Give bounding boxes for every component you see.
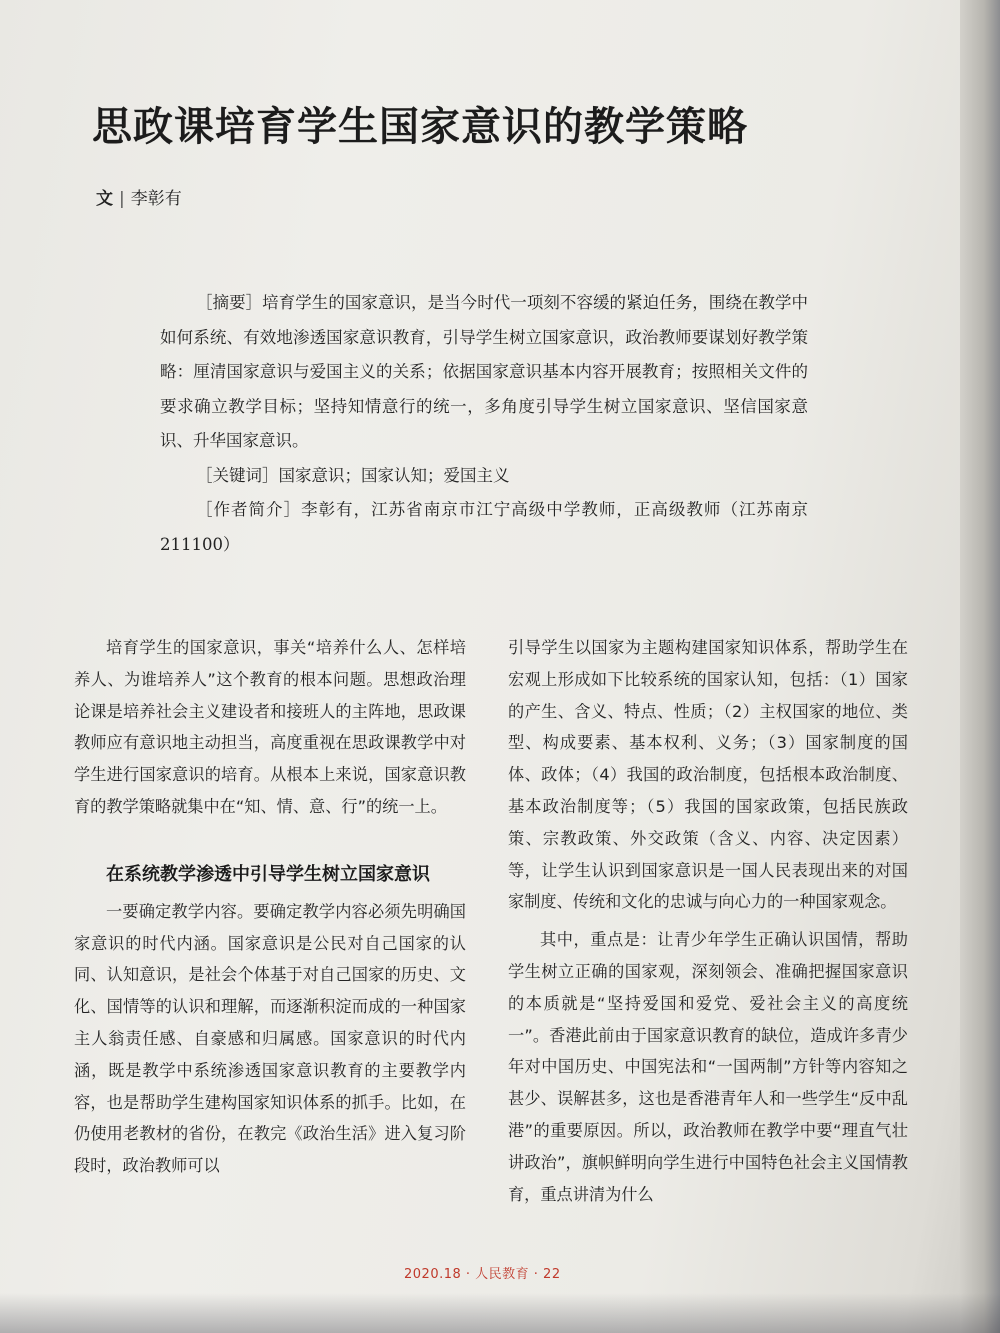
left-paragraph-2: 一要确定教学内容。要确定教学内容必须先明确国家意识的时代内涵。国家意识是公民对自己国家的认同、认知意识，是社会个体基于对自己国家的历史、文化、国情等的认识和理解，而逐渐积淀而成的一种国家主人翁责任感、自豪感和归属感。国家意识的时代内涵，既是教学中系统渗透国家意识教育的主要教学内容，也是帮助学生建构国家知识体系的抓手。比如，在仍使用老教材的省份，在教完《政治生活》进入复习阶段时，政治教师可以 <box>74 901 466 1176</box>
right-paragraph-1: 引导学生以国家为主题构建国家知识体系，帮助学生在宏观上形成如下比较系统的国家认知，包括：（1）国家的产生、含义、特点、性质；（2）主权国家的地位、类型、构成要素、基本权利、义务；（3）国家制度的国体、政体；（4）我国的政治制度，包括根本政治制度、基本政治制度等；（5）我国的国家政策，包括民族政策、宗教政策、外交政策（含义、内容、决定因素）等，让学生认识到国家意识是一国人民表现出来的对国家制度、传统和文化的忠诚与向心力的一种国家观念。 <box>508 638 908 912</box>
author-bio <box>160 493 808 562</box>
keywords-text: 国家意识；国家认知；爱国主义 <box>278 465 510 485</box>
abstract-summary <box>160 286 808 459</box>
bottom-shadow <box>0 1293 1000 1333</box>
byline <box>96 184 182 209</box>
left-column <box>74 632 466 1182</box>
page-footer: 2020.18 · 人民教育 · 22 <box>404 1267 561 1282</box>
author-name: 李彰有 <box>130 189 182 209</box>
right-column <box>508 632 908 1210</box>
abstract-block <box>160 286 808 562</box>
abstract-text: 培育学生的国家意识，是当今时代一项刻不容缓的紧迫任务，围绕在教学中如何系统、有效地渗透国家意识教育，引导学生树立国家意识，政治教师要谋划好教学策略：厘清国家意识与爱国主义的关系；依据国家意识基本内容开展教育；按照相关文件的要求确立教学目标；坚持知情意行的统一，多角度引导学生树立国家意识、坚信国家意识、升华国家意识。 <box>160 293 809 450</box>
author-bio-text: 李彰有，江苏省南京市江宁高级中学教师，正高级教师（江苏南京 211100） <box>160 500 809 554</box>
right-paragraph-2: 其中，重点是：让青少年学生正确认识国情，帮助学生树立正确的国家观，深刻领会、准确把握国家意识的本质就是“坚持爱国和爱党、爱社会主义的高度统一”。香港此前由于国家意识教育的缺位，造成许多青少年对中国历史、中国宪法和“一国两制”方针等内容知之甚少、误解甚多，这也是香港青年人和一些学生“反中乱港”的重要原因。所以，政治教师在教学中要“理直气壮讲政治”，旗帜鲜明向学生进行中国特色社会主义国情教育，重点讲清为什么 <box>508 930 908 1204</box>
page-edge <box>960 0 1000 1333</box>
keywords-tag: ［关键词］ <box>196 465 279 485</box>
byline-label: 文 <box>96 189 113 209</box>
keywords-line <box>160 459 808 494</box>
abstract-tag: ［摘要］ <box>196 293 263 312</box>
byline-separator: | <box>119 189 125 209</box>
section-heading: 在系统教学渗透中引导学生树立国家意识 <box>106 863 430 885</box>
article-title: 思政课培育学生国家意识的教学策略 <box>92 104 748 150</box>
author-bio-tag: ［作者简介］ <box>196 500 302 519</box>
intro-paragraph: 培育学生的国家意识，事关“培养什么人、怎样培养人、为谁培养人”这个教育的根本问题。思想政治理论课是培养社会主义建设者和接班人的主阵地，思政课教师应有意识地主动担当，高度重视在思政课教学中对学生进行国家意识的培育。从根本上来说，国家意识教育的教学策略就集中在“知、情、意、行”的统一上。 <box>74 638 466 816</box>
